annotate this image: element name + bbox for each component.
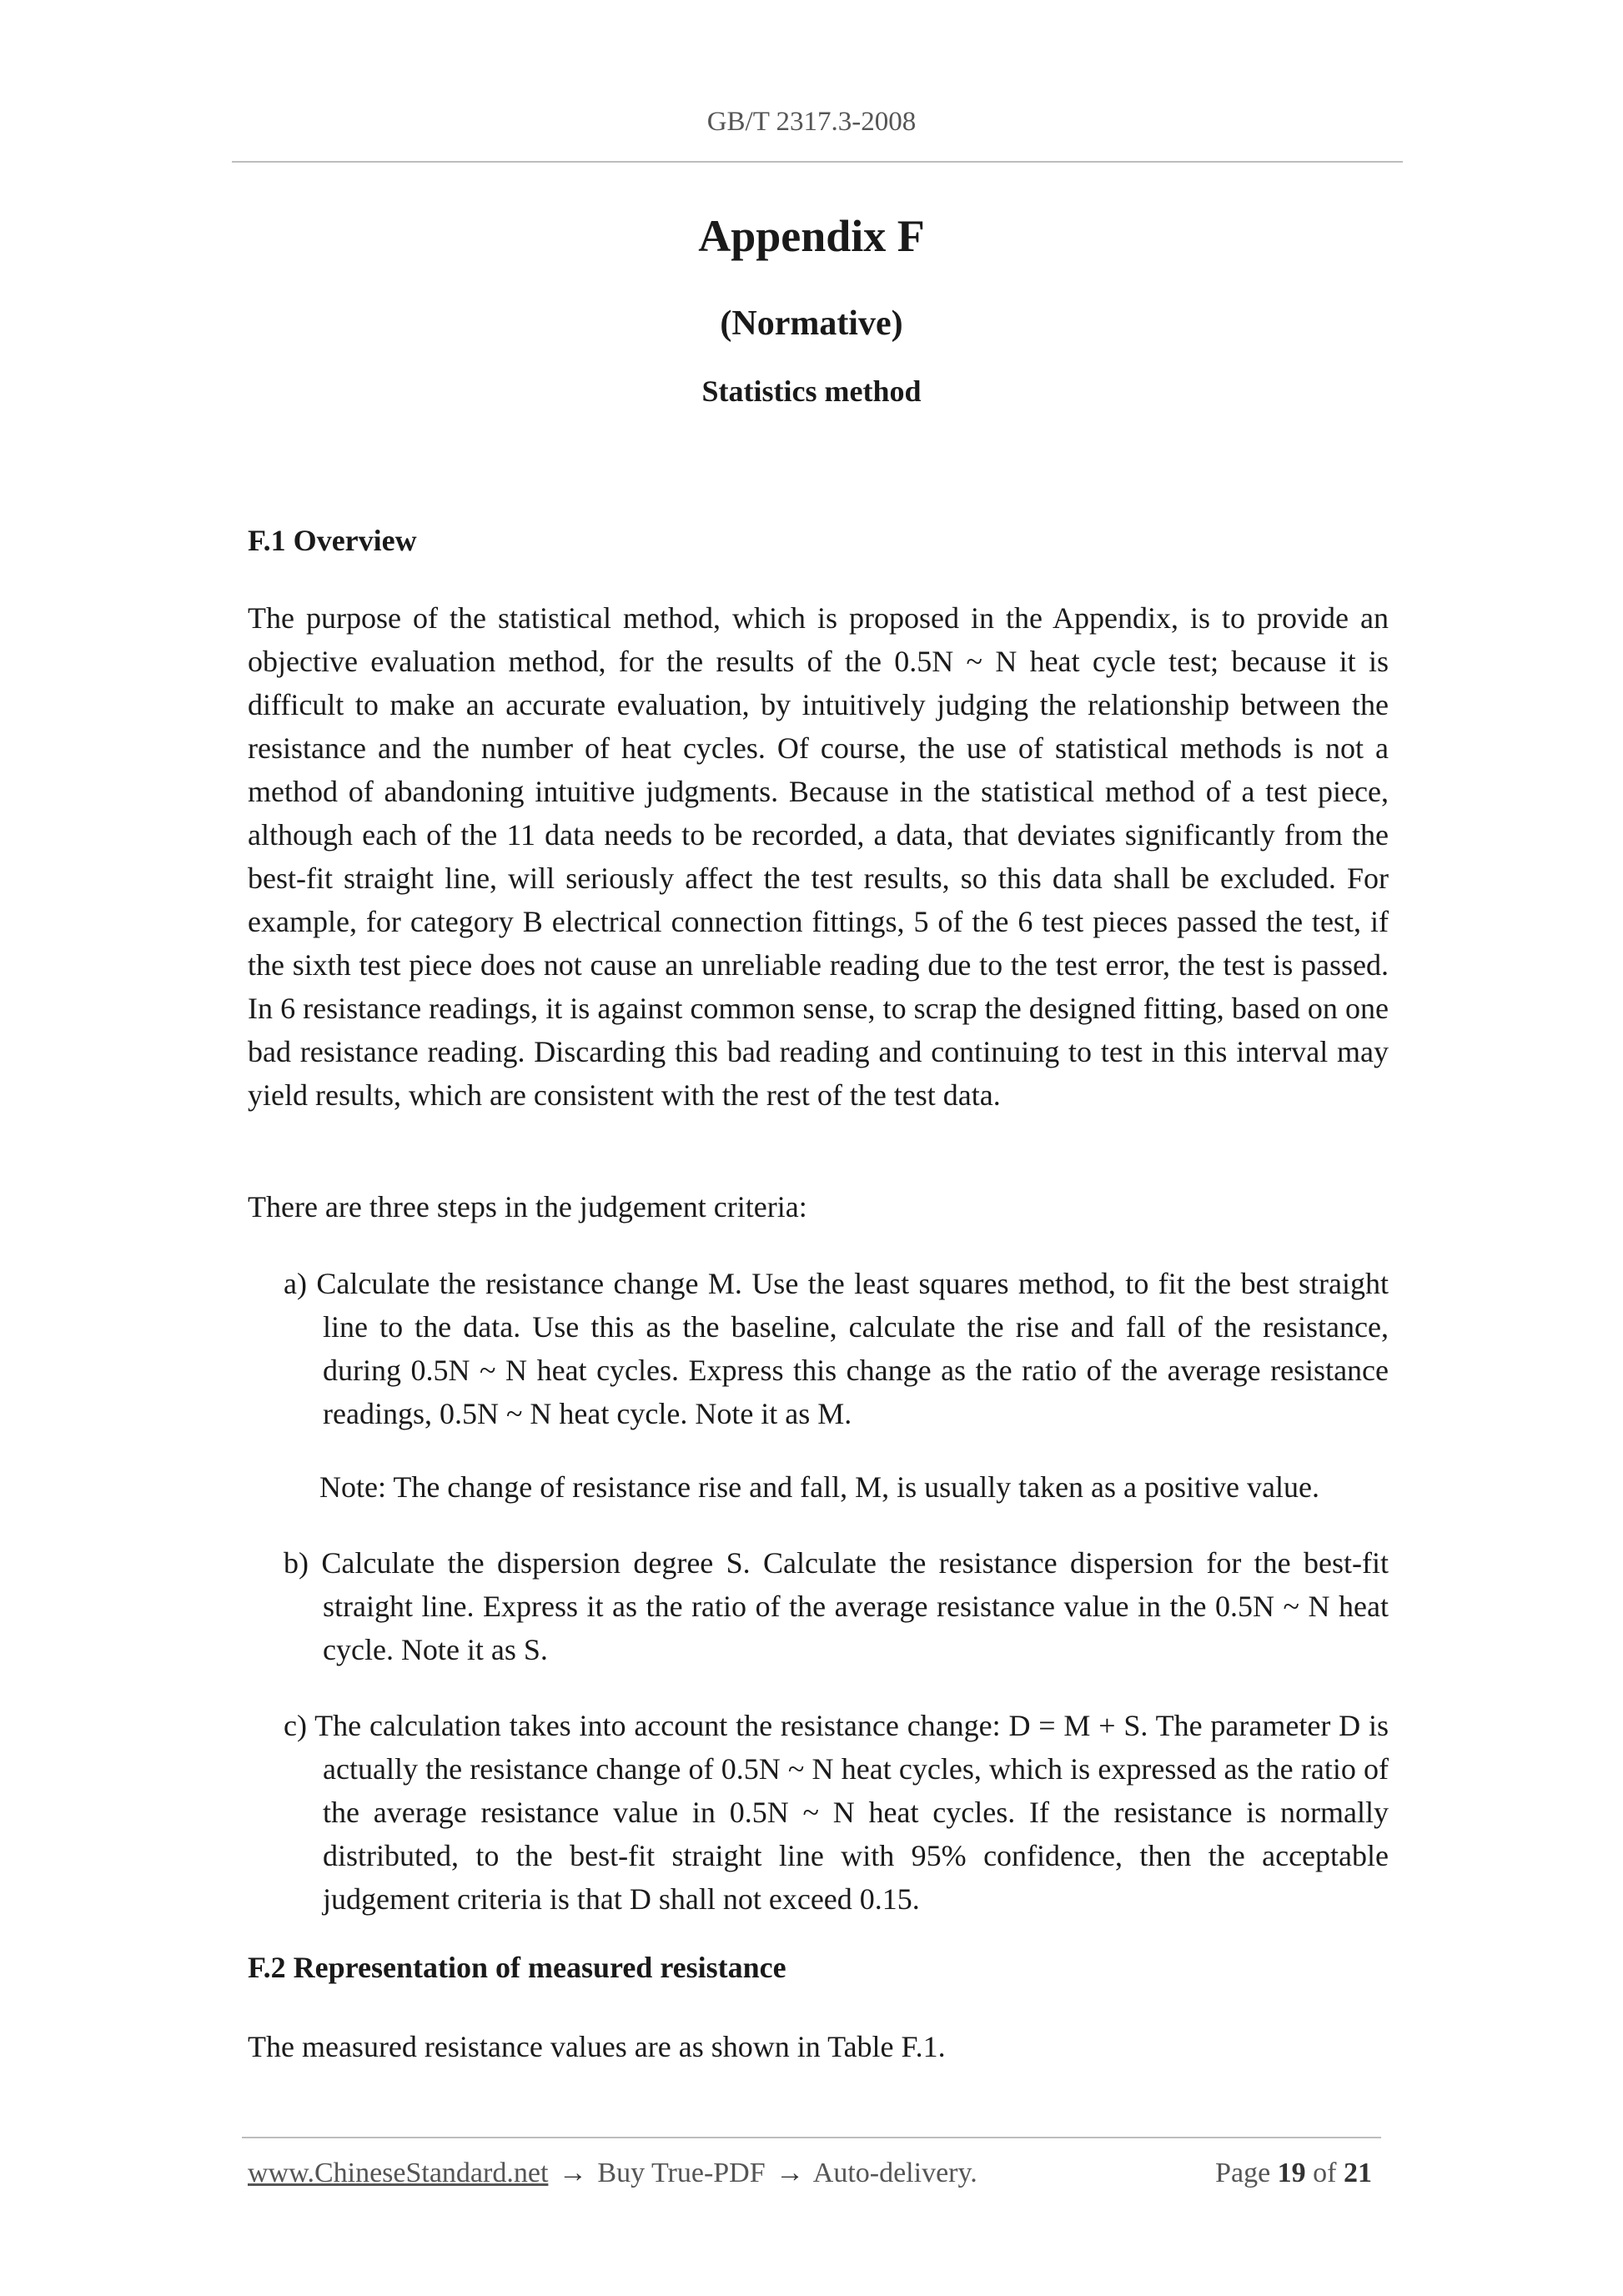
page-label: Page	[1215, 2158, 1271, 2188]
appendix-topic: Statistics method	[701, 374, 922, 408]
f2-paragraph: The measured resistance values are as shown in Table F.1.	[248, 2030, 946, 2063]
arrow-right-icon: →	[558, 2158, 587, 2188]
page-header: GB/T 2317.3-2008	[706, 107, 917, 137]
steps-intro: There are three steps in the judgement criteria:	[248, 1190, 807, 1223]
header-divider	[232, 161, 1403, 163]
of-label: of	[1313, 2158, 1337, 2188]
section-heading-f1: F.1 Overview	[248, 524, 417, 557]
step-b: b) Calculate the dispersion degree S. Calculate the resistance dispersion for the best-fit straight line. Express it as the ratio of the average resistance value in the 0.5N ~ N heat cycle. Note it as S.	[284, 1546, 1389, 1666]
footer-divider	[242, 2137, 1381, 2138]
site-link[interactable]: www.ChineseStandard.net	[248, 2158, 549, 2188]
step-c: c) The calculation takes into account the resistance change: D = M + S. The parameter D is actually the resistance change of 0.5N ~ N heat cycles, which is expressed as the ratio of the average resistance value in 0.5N ~ N heat cycles. If the resistance is normally distributed, to the best-fit straight line with 95% confidence, then the acceptable judgement criteria is that D shall not exceed 0.15.	[284, 1709, 1389, 1916]
page-footer	[248, 2158, 1372, 2189]
page-number: 19	[1277, 2158, 1306, 2188]
step-a: a) Calculate the resistance change M. Use the least squares method, to fit the best straight line to the data. Use this as the baseline, calculate the rise and fall of the resistance, during 0.5N ~ N heat cycles. Express this change as the ratio of the average resistance readings, 0.5N ~ N heat cycle. Note it as M.	[284, 1267, 1389, 1430]
page-indicator	[1215, 2158, 1372, 2189]
arrow-right-icon: →	[776, 2158, 805, 2188]
auto-delivery-text: Auto-delivery.	[812, 2158, 977, 2188]
overview-paragraph: The purpose of the statistical method, which is proposed in the Appendix, is to provide an objective evaluation method, for the results of the 0.5N ~ N heat cycle test; because it is difficult to make an accurate evaluation, by intuitively judging the relationship between the resistance and the number of heat cycles. Of course, the use of statistical methods is not a method of abandoning intuitive judgments. Because in the statistical method of a test piece, although each of the 11 data needs to be recorded, a data, that deviates significantly from the best-fit straight line, will seriously affect the test results, so this data shall be excluded. For example, for category B electrical connection fittings, 5 of the 6 test pieces passed the test, if the sixth test piece does not cause an unreliable reading due to the test error, the test is passed. In 6 resistance readings, it is against common sense, to scrap the designed fitting, based on one bad resistance reading. Discarding this bad reading and continuing to test in this interval may yield results, which are consistent with the rest of the test data.	[248, 601, 1389, 1112]
total-pages: 21	[1344, 2158, 1372, 2188]
buy-true-pdf-text: Buy True-PDF	[597, 2158, 766, 2188]
appendix-title: Appendix F	[698, 211, 925, 261]
appendix-subtitle: (Normative)	[720, 304, 903, 343]
section-heading-f2: F.2 Representation of measured resistance	[248, 1951, 786, 1984]
step-a-note: Note: The change of resistance rise and fall, M, is usually taken as a positive value.	[319, 1470, 1319, 1504]
